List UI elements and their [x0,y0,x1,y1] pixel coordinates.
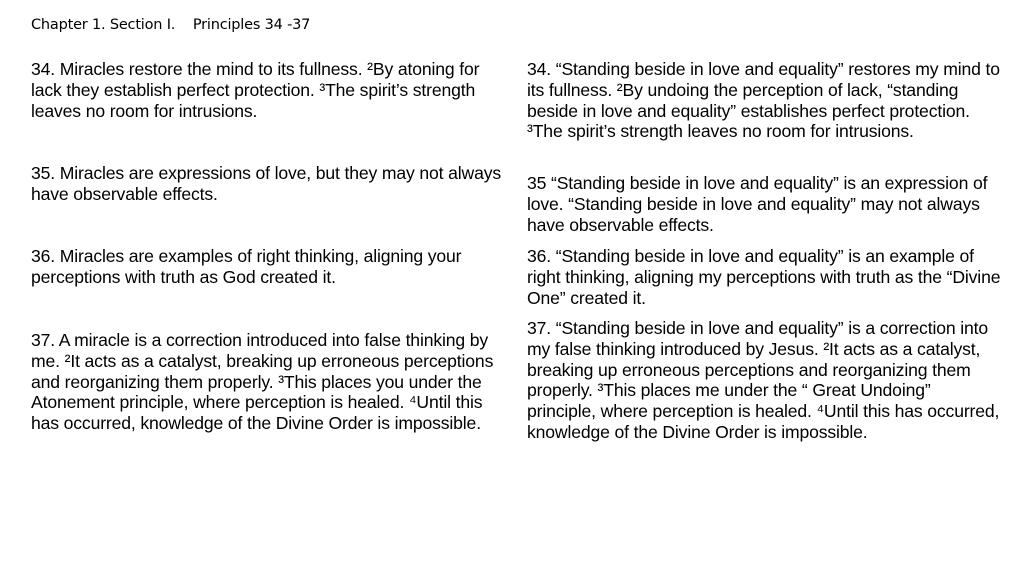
left-principle-34: 34. Miracles restore the mind to its fullness. ²By atoning for lack they establish perfect protection. ³The spirit’s strength leaves no room for intrusions. [31,59,480,121]
left-principle-37: 37. A miracle is a correction introduced into false thinking by me. ²It acts as a catalyst, breaking up erroneous perceptions and reorganizing them properly. ³This places you under the Atonement principle, where perception is healed. ⁴Until this has occurred, knowledge of the Divine Order is impossible. [31,330,494,434]
right-principle-37: 37. “Standing beside in love and equality” is a correction into my false thinking introduced by Jesus. ²It acts as a catalyst, breaking up erroneous perceptions and reorganizing them properly. ³This places me under the “ Great Undoing” principle, where perception is healed. ⁴Until this has occurred, knowledge of the Divine Order is impossible. [527,318,1000,442]
left-principle-35: 35. Miracles are expressions of love, but they may not always have observable effects. [31,163,502,204]
right-principle-36: 36. “Standing beside in love and equality” is an example of right thinking, aligning my perceptions with truth as the “Divine One” created it. [527,246,1001,308]
left-principle-36: 36. Miracles are examples of right thinking, aligning your perceptions with truth as God created it. [31,246,462,287]
right-principle-34: 34. “Standing beside in love and equality” restores my mind to its fullness. ²By undoing the perception of lack, “standing beside in love and equality” establishes perfect protection. ³The spirit’s strength leaves no room for intrusions. [527,59,1000,142]
right-principle-35: 35 “Standing beside in love and equality” is an expression of love. “Standing beside in love and equality” may not always have observable effects. [527,173,988,235]
slide-heading: Chapter 1. Section I. Principles 34 -37 [31,17,311,33]
